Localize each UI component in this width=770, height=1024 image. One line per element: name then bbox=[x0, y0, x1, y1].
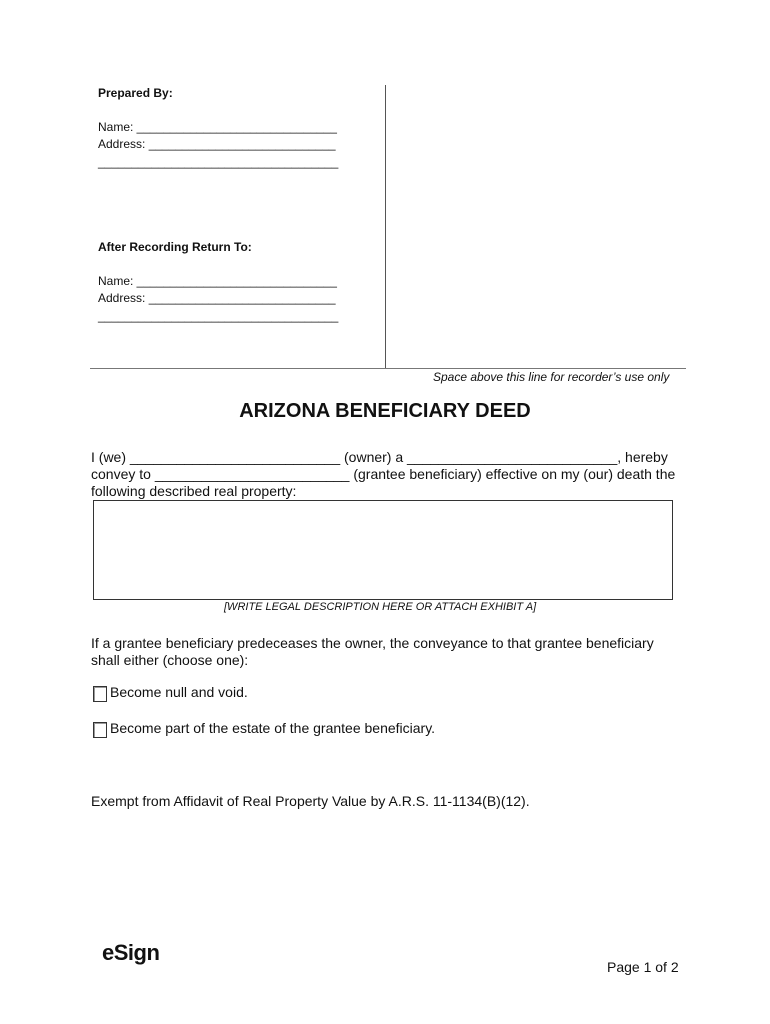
recorder-horizontal-divider bbox=[90, 368, 686, 369]
conveyance-line-3: following described real property: bbox=[91, 483, 297, 499]
option-null-void-label: Become null and void. bbox=[110, 684, 248, 700]
prepared-by-name-field[interactable]: Name: ______________________________ bbox=[98, 120, 337, 134]
return-to-name-field[interactable]: Name: ______________________________ bbox=[98, 274, 337, 288]
predecease-line-2: shall either (choose one): bbox=[91, 652, 249, 668]
legal-description-box[interactable] bbox=[93, 500, 673, 600]
prepared-by-heading: Prepared By: bbox=[98, 86, 173, 100]
return-to-heading: After Recording Return To: bbox=[98, 240, 252, 254]
prepared-by-address-field[interactable]: Address: ____________________________ bbox=[98, 137, 336, 151]
return-to-address-field[interactable]: Address: ____________________________ bbox=[98, 291, 336, 305]
conveyance-line-1[interactable]: I (we) ___________________________ (owner) a ___________________________, hereby bbox=[91, 449, 668, 465]
prepared-by-address-line2[interactable]: ____________________________________ bbox=[98, 155, 339, 169]
page-number: Page 1 of 2 bbox=[607, 959, 679, 975]
exemption-statement: Exempt from Affidavit of Real Property Value by A.R.S. 11-1134(B)(12). bbox=[91, 793, 530, 809]
return-to-address-line2[interactable]: ____________________________________ bbox=[98, 309, 339, 323]
esign-logo: eSign bbox=[102, 940, 160, 965]
predecease-line-1: If a grantee beneficiary predeceases the owner, the conveyance to that grantee beneficiary bbox=[91, 635, 654, 651]
document-title: ARIZONA BENEFICIARY DEED bbox=[239, 400, 531, 422]
recorder-note: Space above this line for recorder’s use only bbox=[433, 370, 670, 384]
option-estate-checkbox[interactable] bbox=[93, 722, 107, 738]
recorder-vertical-divider bbox=[385, 85, 386, 368]
conveyance-line-2[interactable]: convey to _________________________ (grantee beneficiary) effective on my (our) death the bbox=[91, 466, 676, 482]
option-null-void-checkbox[interactable] bbox=[93, 686, 107, 702]
option-estate-label: Become part of the estate of the grantee beneficiary. bbox=[110, 720, 436, 736]
legal-description-caption: [WRITE LEGAL DESCRIPTION HERE OR ATTACH EXHIBIT A] bbox=[224, 601, 537, 613]
